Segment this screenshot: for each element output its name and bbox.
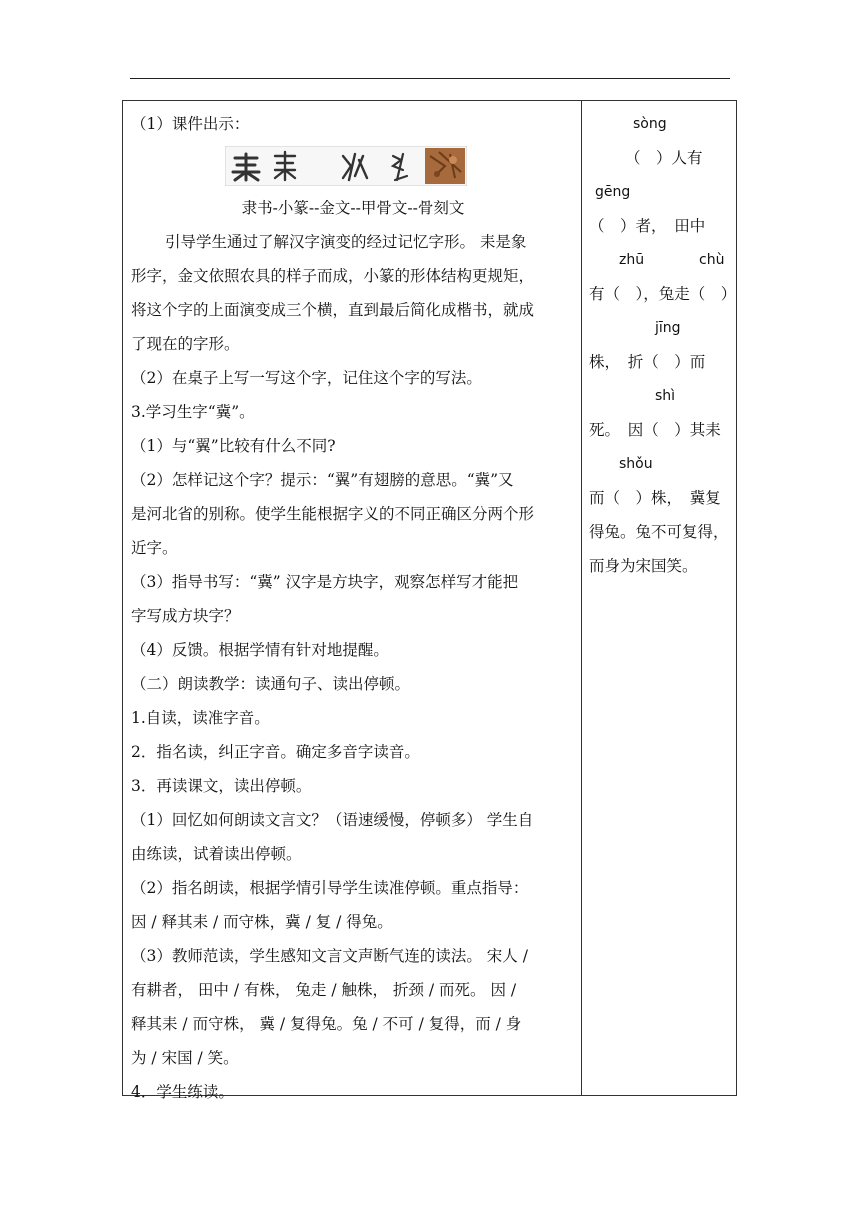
character-evolution-image [225, 146, 467, 186]
paragraph-line: 为 / 宋国 / 笑。 [131, 1049, 239, 1067]
paragraph-line: 因 / 释其耒 / 而守株，冀 / 复 / 得兔。 [131, 913, 393, 931]
pinyin-zhu: zhū [619, 252, 645, 268]
exercise-line: 得兔。兔不可复得， [589, 523, 729, 541]
lesson-table [122, 100, 737, 1101]
exercise-line: （ ）人有 [625, 149, 703, 167]
paragraph-line: 字写成方块字？ [131, 607, 240, 625]
paragraph-line: 有耕者， 田中 / 有株， 兔走 / 触株， 折颈 / 而死。 因 / [131, 981, 517, 999]
paragraph-line: 引导学生通过了解汉字演变的经过记忆字形。 耒是象 [165, 233, 527, 251]
exercise-line: 死。 因（ ）其耒 [589, 421, 721, 439]
exercise-line: 株， 折（ ）而 [589, 353, 706, 371]
paragraph-line: （1）回忆如何朗读文言文？（语速缓慢，停顿多） 学生自 [131, 811, 534, 829]
exercise-line: （ ）者， 田中 [589, 217, 706, 235]
exercise-line: 有（ ），兔走（ ） [589, 285, 737, 303]
step-line: 2．指名读，纠正字音。确定多音字读音。 [131, 743, 420, 761]
section-heading: （二）朗读教学：读通句子、读出停顿。 [131, 675, 411, 693]
step-line: （2）在桌子上写一写这个字，记住这个字的写法。 [131, 369, 482, 387]
exercise-line: 而（ ）株， 冀复 [589, 489, 721, 507]
pinyin-chu: chù [699, 252, 725, 268]
step-line: 1.自读，读准字音。 [131, 709, 270, 727]
paragraph-line: （2）指名朗读，根据学情引导学生读准停顿。重点指导： [131, 879, 529, 897]
header-rule [130, 78, 730, 79]
pinyin-jing: jīng [655, 320, 681, 336]
paragraph-line: 是河北省的别称。使学生能根据字义的不同正确区分两个形 [131, 505, 535, 523]
column-divider [581, 101, 582, 1095]
section-heading: 3.学习生字“冀”。 [131, 403, 255, 421]
pinyin-shou: shǒu [619, 456, 653, 472]
paragraph-line: 将这个字的上面演变成三个横，直到最后简化成楷书，就成 [131, 301, 535, 319]
exercise-line: 而身为宋国笑。 [589, 557, 698, 575]
paragraph-line: 由练读，试着读出停顿。 [131, 845, 302, 863]
paragraph-line: 形字，金文依照农具的样子而成，小篆的形体结构更规矩， [131, 267, 535, 285]
paragraph-line: （2）怎样记这个字？提示：“翼”有翅膀的意思。“冀”又 [131, 471, 514, 489]
paragraph-line: （3）教师范读，学生感知文言文声断气连的读法。 宋人 / [131, 947, 528, 965]
pinyin-shi: shì [655, 388, 676, 404]
step-line: 4．学生练读。 [131, 1083, 234, 1101]
step-line: 3．再读课文，读出停顿。 [131, 777, 312, 795]
pinyin-song: sòng [633, 116, 667, 132]
step-line: （4）反馈。根据学情有针对地提醒。 [131, 641, 389, 659]
evolution-caption: 隶书-小篆--金文--甲骨文--骨刻文 [241, 199, 465, 217]
paragraph-line: 近字。 [131, 539, 178, 557]
courseware-heading: （1）课件出示： [131, 115, 250, 133]
paragraph-line: （3）指导书写：“冀” 汉字是方块字，观察怎样写才能把 [131, 573, 519, 591]
pinyin-geng: gēng [595, 184, 631, 200]
paragraph-line: 释其耒 / 而守株， 冀 / 复得兔。兔 / 不可 / 复得，而 / 身 [131, 1015, 522, 1033]
step-line: （1）与“翼”比较有什么不同? [131, 437, 336, 455]
paragraph-line: 了现在的字形。 [131, 335, 240, 353]
